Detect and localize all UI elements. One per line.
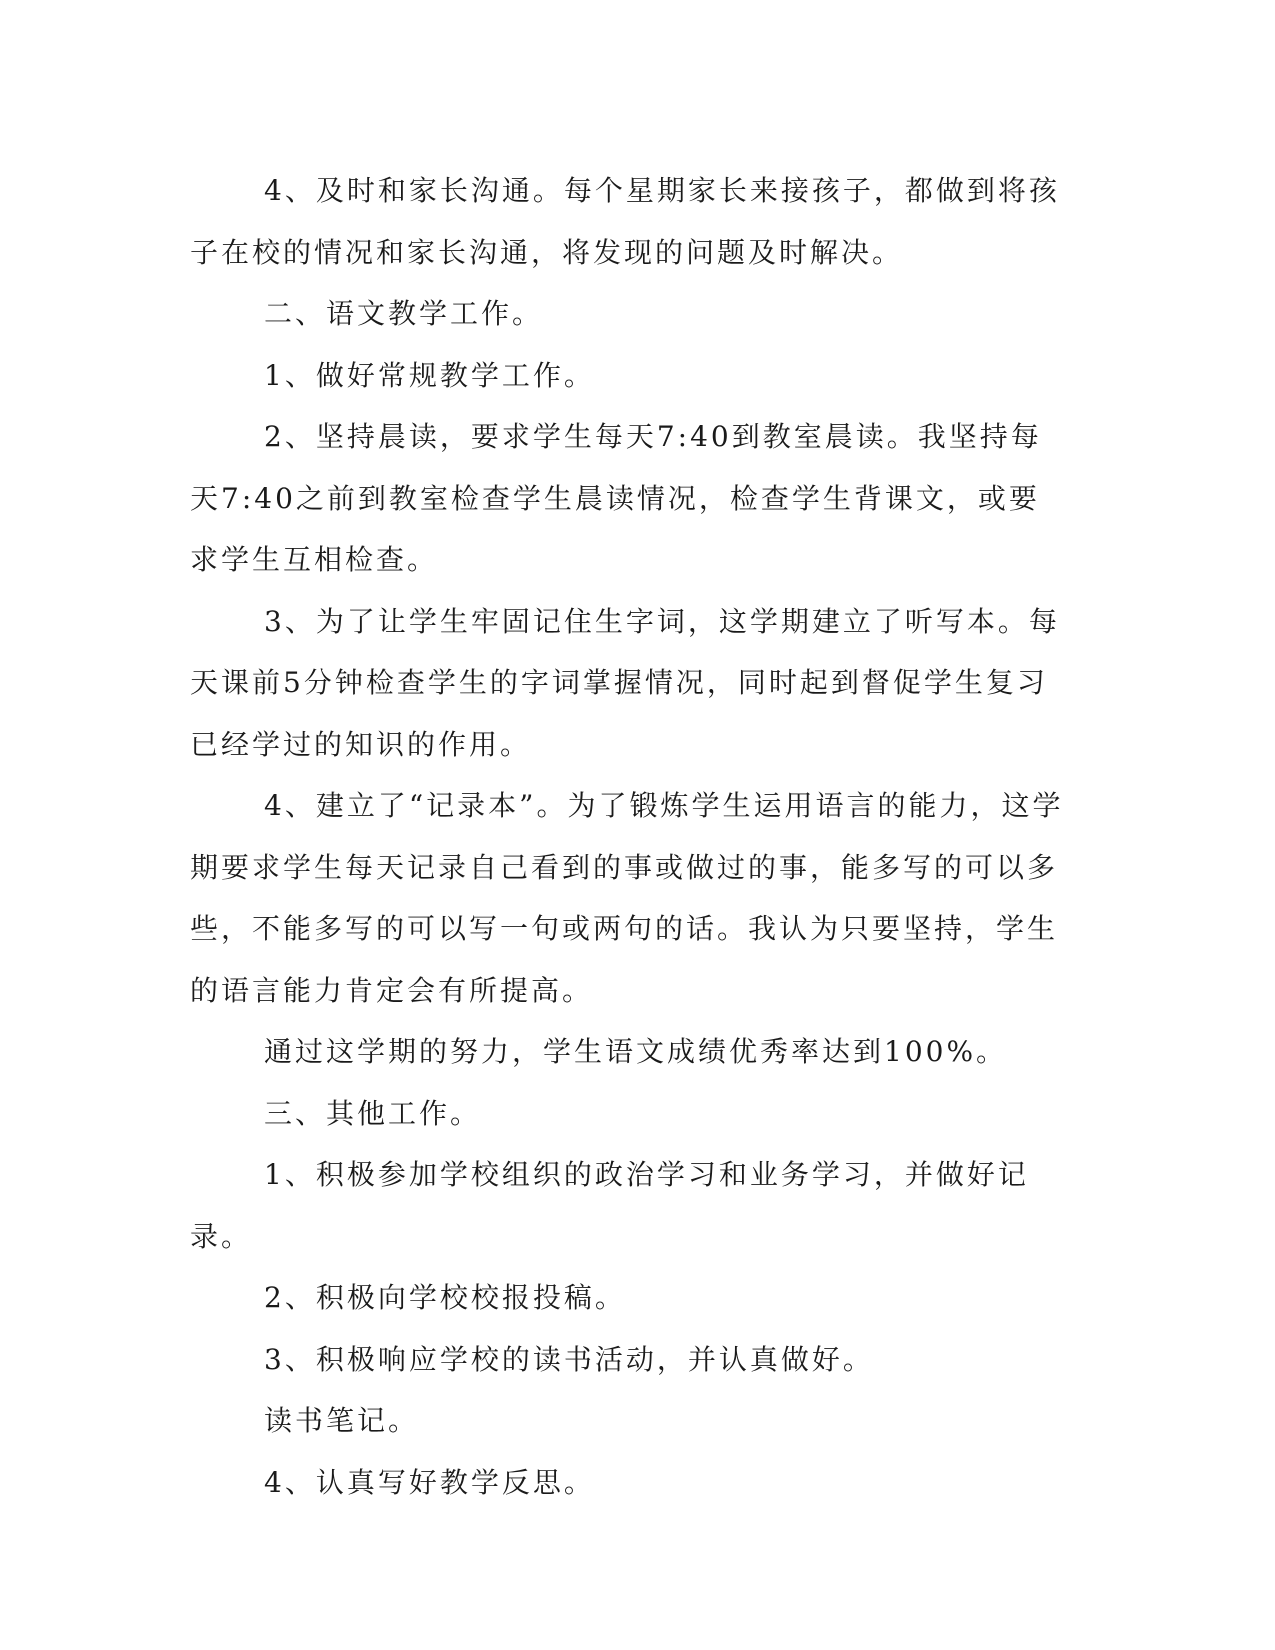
paragraph-record-book: 4、建立了“记录本”。为了锻炼学生运用语言的能力，这学期要求学生每天记录自己看到的事或做过的事，能多写的可以多些，不能多写的可以写一句或两句的话。我认为只要坚持，学生的语言能力肯定会有所提高。	[190, 789, 1064, 1007]
paragraph-school-newspaper: 2、积极向学校校报投稿。	[264, 1281, 626, 1314]
paragraph-routine-teaching: 1、做好常规教学工作。	[264, 358, 595, 392]
paragraph-morning-reading: 2、坚持晨读，要求学生每天7:40到教室晨读。我坚持每天7:40之前到教室检查学生晨读情况，检查学生背课文，或要求学生互相检查。	[190, 420, 1042, 576]
paragraph-dictation-book: 3、为了让学生牢固记住生字词，这学期建立了听写本。每天课前5分钟检查学生的字词掌握情况，同时起到督促学生复习已经学过的知识的作用。	[190, 604, 1060, 761]
document-body	[190, 160, 1070, 1513]
paragraph-teaching-reflection: 4、认真写好教学反思。	[264, 1465, 595, 1499]
heading-other-work: 三、其他工作。	[264, 1096, 482, 1130]
paragraph-reading-activity: 3、积极响应学校的读书活动，并认真做好。	[264, 1342, 874, 1376]
paragraph-political-study: 1、积极参加学校组织的政治学习和业务学习，并做好记录。	[190, 1158, 1029, 1253]
heading-chinese-teaching: 二、语文教学工作。	[264, 297, 544, 330]
paragraph-contact-parents: 4、及时和家长沟通。每个星期家长来接孩子，都做到将孩子在校的情况和家长沟通，将发现的问题及时解决。	[190, 174, 1060, 269]
paragraph-reading-notes: 读书笔记。	[264, 1404, 420, 1437]
paragraph-results: 通过这学期的努力，学生语文成绩优秀率达到100%。	[264, 1035, 1008, 1068]
